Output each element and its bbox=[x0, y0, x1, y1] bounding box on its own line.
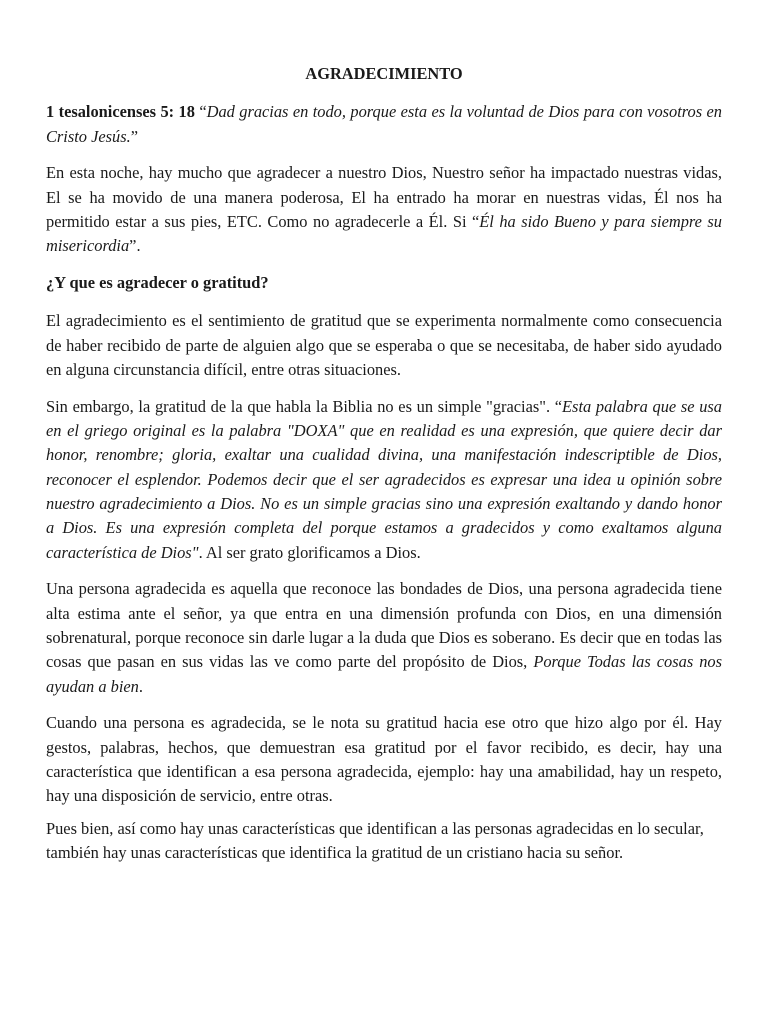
verse-text: Dad gracias en todo, porque esta es la voluntad de Dios para con vosotros en Cristo Jesús. bbox=[46, 102, 723, 146]
paragraph-intro bbox=[46, 161, 722, 258]
paragraph-grateful-person-quote: Porque Todas las cosas nos ayudan a bien bbox=[46, 652, 723, 696]
verse-open-quote: “ bbox=[194, 102, 207, 122]
paragraph-doxa-quote: Esta palabra que se usa en el griego original es la palabra "DOXA" que en realidad es una expresión, que quiere decir dar honor, renombre; gloria, exaltar una cualidad divina, una manifestación indescriptible de Dios, reconocer el esplendor. Podemos decir que el ser agradecidos es expresar una idea u opinión sobre nuestro agradecimiento a Dios. No es un simple gracias sino una expresión exaltando y dando honor a Dios. Es una expresión completa del porque estamos a gradecidos y como exaltamos alguna característica de Dios" bbox=[46, 396, 722, 562]
paragraph-closing: Pues bien, así como hay unas características que identifican a las personas agradecidas en lo secular, también hay unas características que identifica la gratitud de un cristiano hacia su señor. bbox=[46, 818, 704, 862]
paragraph-grateful-person-end: . bbox=[138, 676, 143, 696]
paragraph-intro-text: En esta noche, hay mucho que agradecer a nuestro Dios, Nuestro señor ha impactado nuestras vidas, El se ha movido de una manera poderosa, El ha entrado ha morar en nuestras vidas, Él nos ha permitido estar a sus pies, ETC. Como no agradecerle a Él. Si “ bbox=[46, 163, 722, 231]
paragraph-doxa-text: Sin embargo, la gratitud de la que habla la Biblia no es un simple "gracias". “ bbox=[46, 396, 563, 416]
paragraph-doxa-end: . Al ser grato glorificamos a Dios. bbox=[198, 542, 421, 562]
paragraph-intro-end: ”. bbox=[129, 236, 141, 256]
paragraph-definition: El agradecimiento es el sentimiento de gratitud que se experimenta normalmente como consecuencia de haber recibido de parte de alguien algo que se esperaba o que se necesitaba, de haber sido ayudado en alguna circunstancia difícil, entre otras situaciones. bbox=[46, 311, 722, 379]
verse-reference: 1 tesalonicenses 5: 18 bbox=[46, 102, 195, 122]
document-title: AGRADECIMIENTO bbox=[305, 64, 463, 83]
paragraph-gestures: Cuando una persona es agradecida, se le nota su gratitud hacia ese otro que hizo algo por él. Hay gestos, palabras, hechos, que demuestran esa gratitud por el favor recibido, es decir, hay una característica que identifican a esa persona agradecida, ejemplo: hay una amabilidad, hay un respeto, hay una disposición de servicio, entre otras. bbox=[46, 713, 722, 806]
section-question: ¿Y que es agradecer o gratitud? bbox=[46, 273, 269, 293]
paragraph-doxa bbox=[46, 395, 722, 565]
verse-paragraph bbox=[46, 100, 722, 149]
paragraph-grateful-person-text: Una persona agradecida es aquella que reconoce las bondades de Dios, una persona agradecida tiene alta estima ante el señor, ya que entra en una dimensión profunda con Dios, en una dimensión sobrenatural, porque reconoce sin darle lugar a la duda que Dios es soberano. Es decir que en todas las cosas que pasan en sus vidas las ve como parte del propósito de Dios, bbox=[46, 579, 722, 672]
paragraph-intro-quote: Él ha sido Bueno y para siempre su misericordia bbox=[46, 211, 723, 256]
paragraph-grateful-person bbox=[46, 577, 722, 698]
document-page bbox=[46, 62, 722, 878]
verse-close-quote: ” bbox=[130, 126, 138, 146]
